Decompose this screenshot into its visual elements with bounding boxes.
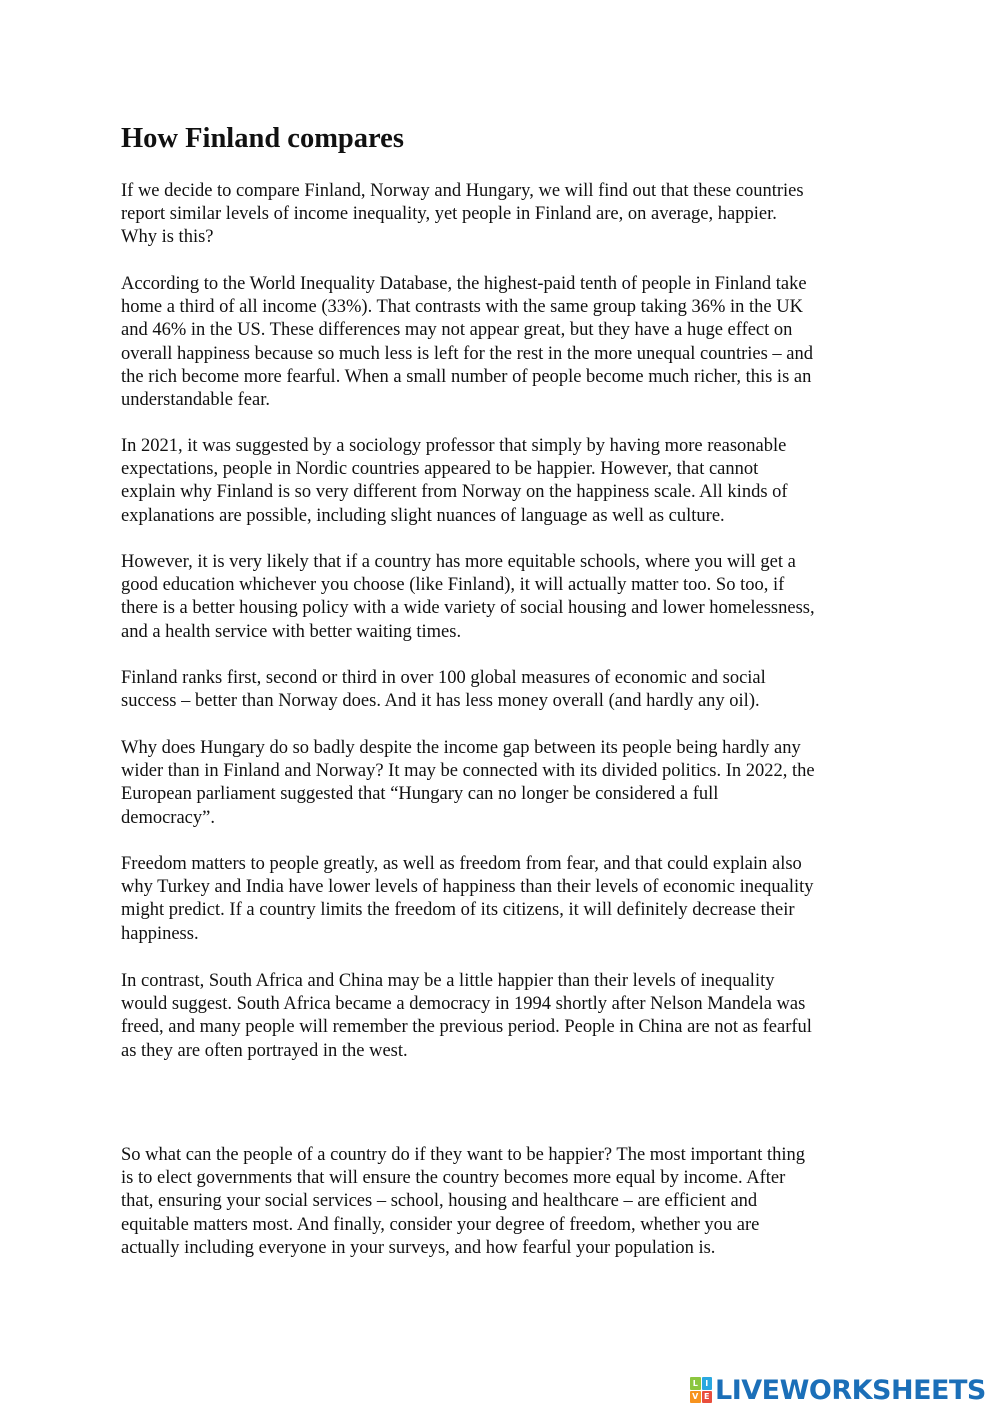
paragraph (121, 853, 885, 946)
text-line: might predict. If a country limits the freedom of its citizens, it will definitely decrease their (121, 900, 795, 921)
text-line: Finland ranks first, second or third in over 100 global measures of economic and social (121, 668, 766, 688)
text-line: home a third of all income (33%). That contrasts with the same group taking 36% in the UK (121, 297, 803, 318)
text-line: and 46% in the US. These differences may not appear great, but they have a huge effect on (121, 320, 793, 341)
text-line: explanations are possible, including slight nuances of language as well as culture. (121, 505, 725, 526)
text-line: In 2021, it was suggested by a sociology professor that simply by having more reasonable (121, 436, 787, 456)
liveworksheets-icon (690, 1377, 712, 1403)
text-line: and a health service with better waiting times. (121, 621, 462, 642)
text-line: overall happiness because so much less is left for the rest in the more unequal countries – and (121, 343, 814, 364)
text-line: report similar levels of income inequality, yet people in Finland are, on average, happier. (121, 204, 777, 225)
text-line: the rich become more fearful. When a small number of people become much richer, this is an (121, 366, 812, 387)
paragraph (121, 180, 885, 250)
text-line: If we decide to compare Finland, Norway and Hungary, we will find out that these countries (121, 181, 804, 201)
text-line: as they are often portrayed in the west. (121, 1040, 408, 1061)
text-line: explain why Finland is so very different from Norway on the happiness scale. All kinds of (121, 482, 788, 503)
text-line: European parliament suggested that “Hungary can no longer be considered a full (121, 784, 719, 805)
liveworksheets-logo[interactable] (690, 1374, 986, 1406)
text-line: is to elect governments that will ensure the country becomes more equal by income. After (121, 1168, 786, 1189)
text-line: According to the World Inequality Database, the highest-paid tenth of people in Finland take (121, 274, 807, 294)
text-line: good education whichever you choose (like Finland), it will actually matter too. So too, if (121, 575, 785, 596)
logo-text: LIVEWORKSHEETS (715, 1374, 986, 1406)
text-line: Why does Hungary do so badly despite the income gap between its people being hardly any (121, 738, 801, 758)
text-line: equitable matters most. And finally, consider your degree of freedom, whether you are (121, 1214, 760, 1235)
logo-letter: V (690, 1391, 701, 1404)
text-line: would suggest. South Africa became a democracy in 1994 shortly after Nelson Mandela was (121, 994, 806, 1015)
text-line: that, ensuring your social services – school, housing and healthcare – are efficient and (121, 1191, 758, 1212)
paragraph (121, 435, 885, 528)
text-line: actually including everyone in your surveys, and how fearful your population is. (121, 1237, 716, 1258)
paragraph (121, 1144, 885, 1260)
text-line: So what can the people of a country do if they want to be happier? The most important thing (121, 1145, 805, 1165)
text-line: understandable fear. (121, 390, 270, 411)
text-line: democracy”. (121, 807, 215, 828)
text-line: Why is this? (121, 227, 214, 248)
paragraph (121, 667, 885, 713)
text-line: freed, and many people will remember the previous period. People in China are not as fearful (121, 1017, 812, 1038)
paragraph (121, 273, 885, 412)
text-line: expectations, people in Nordic countries appeared to be happier. However, that cannot (121, 459, 759, 480)
text-line: success – better than Norway does. And it has less money overall (and hardly any oil). (121, 691, 760, 712)
logo-letter: L (690, 1377, 701, 1390)
paragraph (121, 970, 885, 1063)
logo-letter: E (702, 1391, 713, 1404)
text-line: there is a better housing policy with a wide variety of social housing and lower homelessness, (121, 598, 815, 619)
paragraph (121, 737, 885, 830)
text-line: In contrast, South Africa and China may be a little happier than their levels of inequality (121, 971, 775, 991)
text-line: happiness. (121, 923, 199, 944)
page-title: How Finland compares (121, 123, 404, 154)
text-line: However, it is very likely that if a country has more equitable schools, where you will get a (121, 552, 796, 572)
text-line: wider than in Finland and Norway? It may be connected with its divided politics. In 2022, the (121, 761, 815, 782)
logo-letter: I (702, 1377, 713, 1390)
text-line: Freedom matters to people greatly, as well as freedom from fear, and that could explain also (121, 854, 802, 874)
text-line: why Turkey and India have lower levels of happiness than their levels of economic inequality (121, 877, 814, 898)
paragraph (121, 551, 885, 644)
